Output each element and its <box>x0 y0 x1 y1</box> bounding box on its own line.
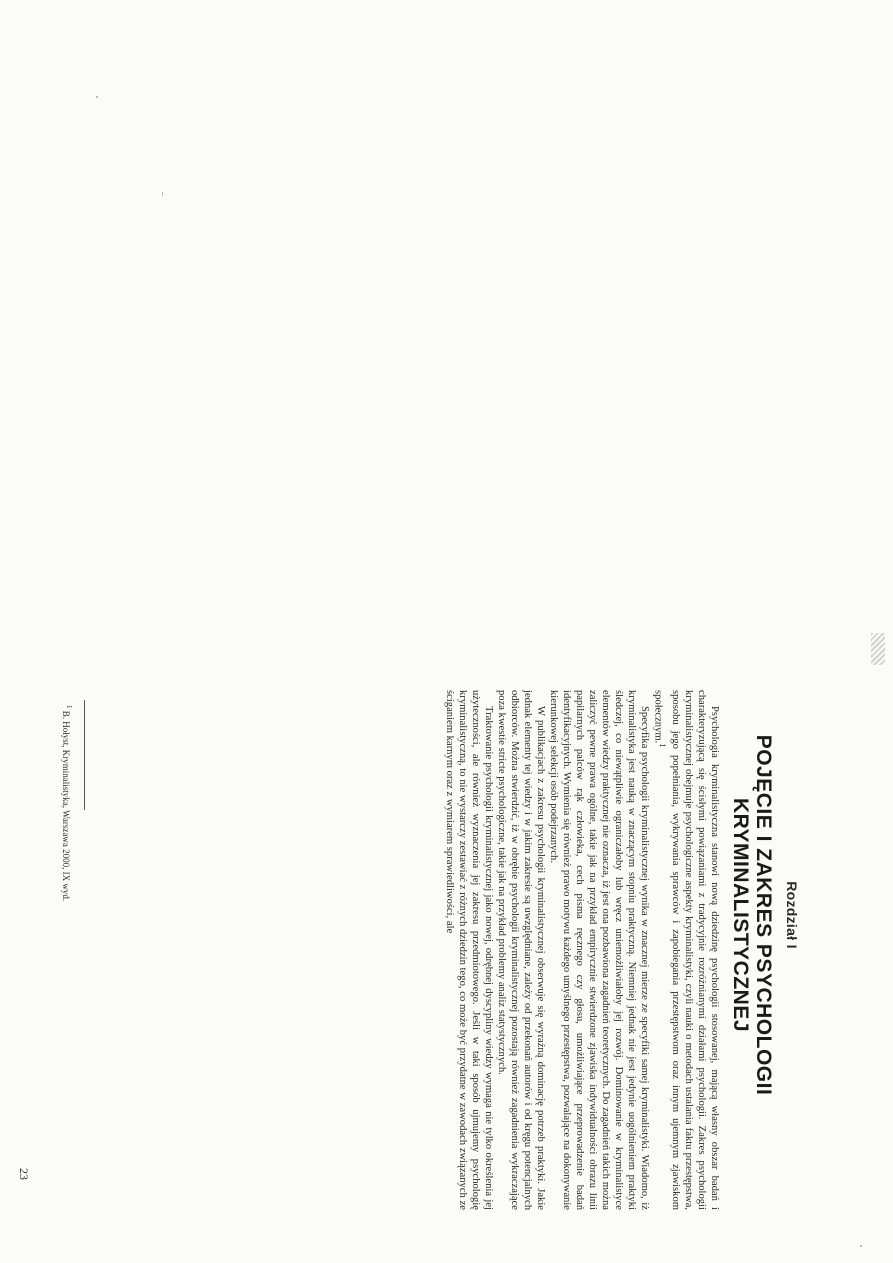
footnote-ref: 1 <box>657 743 668 748</box>
paragraph-text: Psychologia kryminalistyczna stanowi nową dziedzinę psychologii stosowanej, mającą własny obszar badań i charakteryzującą się ścisłymi powiązaniami z tradycyjnie rozróżnianymi działami psychologii. Zakres psychologii kryminalistycznej obejmuje psychologiczne aspekty kryminalistyki, czyli nauki o metodach ustalania faktu przestępstwa, sposobu jego popełniania, wykrywania sprawców i zapobiegania przestępstwom oraz innym ujemnym zjawiskom społecznym. <box>652 690 720 1210</box>
footnote-text: B. Hołyst, Kryminalistyka, Warszawa 2000, IX wyd. <box>61 710 71 902</box>
footnote-marker: 1 <box>65 705 73 709</box>
paragraph: W publikacjach z zakresu psychologii kryminalistycznej obserwuje się wyraźną dominację potrzeb praktyki. Jakie jednak elementy tej wiedzy i w jakim zakresie są uwzględniane, zależy od przekonań autorów i od kręgu potencjalnych odbiorców. Można stwierdzić, iż w obrębie psychologii kryminalistycznej pozostają również zagadnienia wykraczające poza kwestie stricte psychologiczne, takie jak na przykład problemy analiz statystycznych. <box>495 690 546 1210</box>
scan-artifact <box>871 633 885 665</box>
paragraph: Traktowanie psychologii kryminalistycznej jako nowej, odrębnej dyscypliny wiedzy wymaga nie tylko określenia jej użyteczności, ale również wyznaczenia jej zakresu przedmiotowego. Jeśli w taki sposób ujmujemy psychologię kryminalistyczną, to nie wystarczy zestawiać z różnych dziedzin tego, co może być przydatne w zawodach związanych ze ściganiem karnym oraz z wymiarem sprawiedliwości, ale <box>443 690 494 1210</box>
footnote-divider <box>84 700 85 810</box>
dust-speck <box>96 96 98 98</box>
dust-speck <box>162 192 163 196</box>
chapter-label: Rozdział I <box>784 881 800 949</box>
paragraph <box>651 690 721 1210</box>
paragraph: Specyfika psychologii kryminalistycznej wynika w znacznej mierze ze specyfiki samej kryminalistyki. Wiadomo, iż kryminalistyka jest nauką w znaczącym stopniu praktyczną. Niemniej jednak nie jest jedynie uogólnieniem praktyki śledczej, co niewątpliwie ograniczałoby lub wręcz uniemożliwiałoby jej rozwój. Dominowanie w kryminalistyce elementów wiedzy praktycznej nie oznacza, iż jest ona pozbawiona zagadnień teoretycznych. Do zagadnień takich można zaliczyć pewne prawa ogólne, takie jak na przykład empirycznie stwierdzone zjawiska indywidualności obrazu linii papilarnych palców rąk człowieka, cech pisma ręcznego czy głosu, umożliwiające przeprowadzenie badań identyfikacyjnych. Wymienia się również prawo motywu każdego umyślnego przestępstwa, pozwalające na dokonywanie kierunkowej selekcji osób podejrzanych. <box>547 690 651 1210</box>
dust-speck <box>860 1245 862 1247</box>
page-number: 23 <box>17 1168 31 1180</box>
chapter-title: POJĘCIE I ZAKRES PSYCHOLOGII KRYMINALISTYCZNEJ <box>729 734 775 1096</box>
body-text <box>442 690 721 1210</box>
footnote <box>60 705 75 1185</box>
